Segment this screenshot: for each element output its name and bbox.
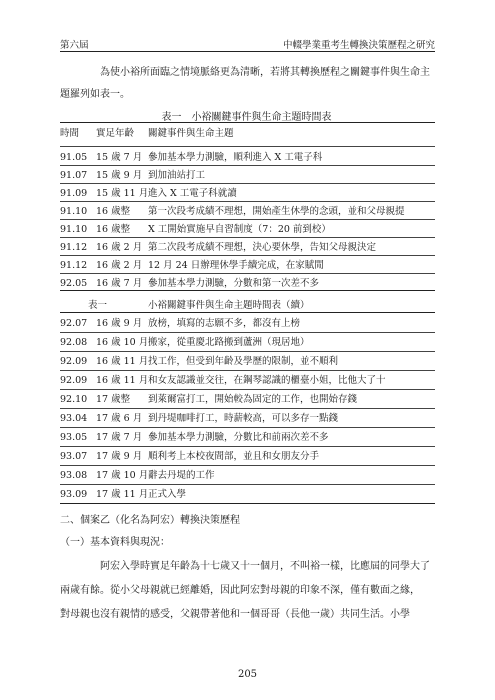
table-row	[60, 428, 435, 447]
row-age: 17 歲 6 月	[96, 413, 143, 424]
header-time: 時間	[60, 128, 80, 139]
row-age: 16 歲 11 月	[96, 375, 149, 386]
row-time: 91.10	[60, 206, 88, 217]
table1-bottom-rule	[60, 290, 435, 291]
row-time: 91.05	[60, 152, 88, 163]
row-event: 到加油站打工	[148, 170, 206, 181]
body-line-1: 阿宏入學時實足年齡為十七歲又十一個月，不叫裕一樣，比應屆的同學大了	[100, 561, 430, 572]
row-time: 91.12	[60, 242, 88, 253]
table1-header-row	[60, 124, 435, 143]
row-time: 91.12	[60, 260, 88, 271]
running-header	[60, 37, 435, 51]
row-event: 到萊爾富打工，開始較為固定的工作，也開始存錢	[148, 394, 358, 405]
row-age: 16 歲整	[96, 206, 131, 217]
row-time: 92.09	[60, 356, 88, 367]
row-time: 92.07	[60, 318, 88, 329]
row-event: 和女友認識並交往，在鋼琴認識的櫃臺小姐，比他大了十	[148, 375, 386, 386]
row-time: 93.05	[60, 432, 88, 443]
row-time: 91.07	[60, 170, 88, 181]
row-age: 16 歲 7 月	[96, 278, 143, 289]
row-age: 16 歲整	[96, 224, 131, 235]
row-time: 93.08	[60, 470, 88, 481]
row-age: 17 歲 7 月	[96, 432, 143, 443]
body-line-2: 兩歲有餘。從小父母親就已經離婚，因此阿宏對母親的印象不深，僅有數面之緣，	[60, 585, 420, 596]
row-time: 93.09	[60, 489, 88, 500]
table-row	[60, 409, 435, 428]
table1-caption: 表一 小裕關鍵事件與生命主題時間表	[161, 112, 332, 123]
row-time: 92.05	[60, 278, 88, 289]
table-row	[60, 314, 435, 333]
header-event: 關鍵事件與生命主題	[148, 128, 234, 139]
row-time: 92.08	[60, 337, 88, 348]
row-event: 順利考上本校夜間部，並且和女朋友分手	[148, 451, 320, 462]
row-event: 放榜，填寫的志願不多，都沒有上榜	[148, 318, 301, 329]
row-event: 找工作，但受到年齡及學歷的限制，並不順利	[148, 356, 339, 367]
table-row	[60, 466, 435, 485]
row-event: 參加基本學力測驗，分數比和前兩次差不多	[148, 432, 329, 443]
table-row	[60, 371, 435, 390]
table2-caption-label: 表一	[88, 300, 108, 311]
table-row	[60, 352, 435, 371]
row-event: 第一次段考成績不理想，開始產生休學的念頭，並和父母親提	[148, 206, 405, 217]
table-row	[60, 390, 435, 409]
row-age: 17 歲整	[96, 394, 131, 405]
row-event: 進入 X 工電子科就讀	[148, 188, 237, 199]
row-age: 16 歲 11 月	[96, 356, 149, 367]
header-rule	[60, 51, 435, 52]
intro-line-2: 題羅列如表一。	[60, 89, 130, 100]
row-age: 17 歲 11 月	[96, 489, 149, 500]
table1-header-rule	[60, 146, 435, 147]
row-time: 92.10	[60, 394, 88, 405]
row-age: 15 歲 9 月	[96, 170, 143, 181]
row-event: 第二次段考成績不理想，決心要休學，告知父母親決定	[148, 242, 377, 253]
row-event: 到丹堤咖啡打工，時薪較高，可以多存一點錢	[148, 413, 339, 424]
row-age: 16 歲 2 月	[96, 242, 143, 253]
page-number: 205	[237, 669, 258, 680]
row-time: 91.09	[60, 188, 88, 199]
row-age: 15 歲 11 月	[96, 188, 149, 199]
header-right: 中輟學業重考生轉換決策歷程之研究	[282, 40, 435, 51]
table2-top-rule	[60, 312, 435, 313]
row-age: 16 歲 10 月	[96, 337, 149, 348]
body-line-3: 對母親也沒有親情的感受，父親帶著他和一個哥哥（長他一歲）共同生活。小學	[60, 609, 410, 620]
row-age: 16 歲 9 月	[96, 318, 143, 329]
row-time: 93.04	[60, 413, 88, 424]
table-row	[60, 447, 435, 466]
row-event: 正式入學	[148, 489, 187, 500]
row-age: 17 歲 9 月	[96, 451, 143, 462]
row-time: 92.09	[60, 375, 88, 386]
table-row	[60, 333, 435, 352]
table2-bottom-rule	[60, 503, 435, 504]
row-event: 搬家，從重慶北路搬到蘆洲（現居地）	[148, 337, 310, 348]
table2-caption-title: 小裕關鍵事件與生命主題時間表（續）	[148, 300, 310, 311]
row-event: 辭去丹堤的工作	[148, 470, 215, 481]
header-left: 第六屆	[60, 40, 89, 51]
row-age: 15 歲 7 月	[96, 152, 143, 163]
row-event: 參加基本學力測驗，順利進入 X 工電子科	[148, 152, 323, 163]
row-event: 參加基本學力測驗，分數和第一次差不多	[148, 278, 320, 289]
section-heading: 二、個案乙（化名為阿宏）轉換決策歷程	[60, 515, 240, 526]
header-age: 實足年齡	[96, 128, 135, 139]
row-age: 16 歲 2 月	[96, 260, 143, 271]
row-time: 93.07	[60, 451, 88, 462]
row-event: 12 月 24 日辦理休學手續完成，在家賦閒	[148, 260, 324, 271]
table1-top-rule	[60, 122, 435, 123]
row-age: 17 歲 10 月	[96, 470, 149, 481]
table-row	[60, 485, 435, 504]
row-event: X 工開始實施早自習制度（7：20 前到校）	[148, 224, 331, 235]
intro-line-1: 為使小裕所面臨之情境脈絡更為清晰，若將其轉換歷程之關鍵事件與生命主	[100, 67, 430, 78]
section-subheading: （一）基本資料與現況：	[60, 537, 170, 548]
row-time: 91.10	[60, 224, 88, 235]
